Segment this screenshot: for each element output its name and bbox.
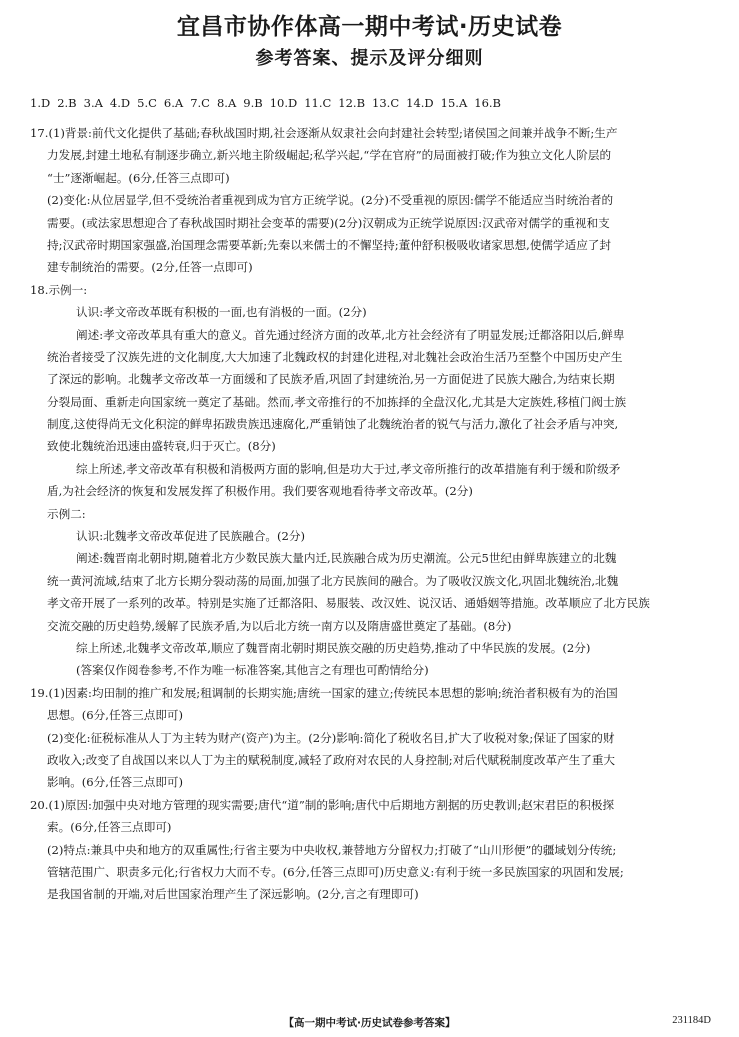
answer-line: 盾,为社会经济的恢复和发展发挥了积极作用。我们要客观地看待孝文帝改革。(2分) [47,484,473,499]
choice-answer: 14.D [406,96,434,110]
answer-line: 19.(1)因素:均田制的推广和发展;租调制的长期实施;唐统一国家的建立;传统民本思想的影响;统治者积极有为的治国 [30,685,618,700]
choice-answer: 7.C [190,96,210,110]
answer-line: 20.(1)原因:加强中央对地方管理的现实需要;唐代“道”制的影响;唐代中后期地方割据的历史教训;赵宋君臣的积极探 [30,797,615,812]
answer-line: 综上所述,孝文帝改革有积极和消极两方面的影响,但是功大于过,孝文帝所推行的改革措施有利于缓和阶级矛 [76,461,621,476]
answer-line: 制度,这使得尚无文化积淀的鲜卑拓跋贵族迅速腐化,严重销蚀了北魏统治者的锐气与活力,激化了社会矛盾与冲突, [47,417,619,432]
choice-answer: 16.B [474,96,501,110]
answer-line: 阐述:魏晋南北朝时期,随着北方少数民族大量内迁,民族融合成为历史潮流。公元5世纪由鲜卑族建立的北魏 [76,551,617,566]
choice-answer: 10.D [269,96,298,110]
answer-line: “士”逐渐崛起。(6分,任答三点即可) [47,170,230,185]
answer-body [30,122,716,906]
choice-answer: 9.B [243,96,263,110]
answer-line: 是我国省制的开端,对后世国家治理产生了深远影响。(2分,言之有理即可) [47,887,419,902]
answer-line: 综上所述,北魏孝文帝改革,顺应了魏晋南北朝时期民族交融的历史趋势,推动了中华民族的发展。(2分) [76,640,591,655]
choice-answer: 1.D [30,96,51,110]
answer-line: 认识:北魏孝文帝改革促进了民族融合。(2分) [76,529,306,544]
answer-line: 示例二: [47,506,86,521]
document-code: 231184D [672,1015,711,1026]
choice-answer: 3.A [83,96,103,110]
answer-line: 统一黄河流域,结束了北方长期分裂动荡的局面,加强了北方民族间的融合。为了吸收汉族文化,巩固北魏统治,北魏 [47,573,619,588]
answer-line: 管辖范围广、职责多元化;行省权力大而不专。(6分,任答三点即可)历史意义:有利于统一多民族国家的巩固和发展; [47,864,624,879]
answer-line: 力发展,封建土地私有制逐步确立,新兴地主阶级崛起;私学兴起,“学在官府”的局面被打破;作为独立文化人阶层的 [47,148,612,163]
answer-line: 思想。(6分,任答三点即可) [47,708,184,723]
choice-answer: 15.A [440,96,468,110]
answer-line: (2)特点:兼具中央和地方的双重属性;行省主要为中央收权,兼替地方分留权力;打破了“山川形便”的疆域划分传统; [47,842,617,857]
choice-answer: 8.A [216,96,237,110]
answer-line: 交流交融的历史趋势,缓解了民族矛盾,为以后北方统一南方以及隋唐盛世奠定了基础。(8分) [47,618,512,633]
answer-line: 建专制统治的需要。(2分,任答一点即可) [47,260,253,275]
answer-line: 持;汉武帝时期国家强盛,治国理念需要革新;先秦以来儒士的不懈坚持;董仲舒积极吸收诸家思想,使儒学适应了封 [47,237,611,252]
answer-line: 致使北魏统治迅速由盛转衰,归于灭亡。(8分) [47,439,276,454]
answer-line: 孝文帝开展了一系列的改革。特别是实施了迁都洛阳、易服装、改汉姓、说汉话、通婚姻等措施。改革顺应了北方民族 [47,596,650,611]
choice-answer: 11.C [304,96,332,110]
answer-line: 17.(1)背景:前代文化提供了基础;春秋战国时期,社会逐渐从奴隶社会向封建社会转型;诸侯国之间兼并战争不断;生产 [30,126,618,140]
answer-line: (2)变化:征税标准从人丁为主转为财产(资产)为主。(2分)影响:简化了税收名目,扩大了收税对象;保证了国家的财 [47,730,615,745]
page-subtitle: 参考答案、提示及评分细则 [255,48,484,69]
answer-line: (2)变化:从位居显学,但不受统治者重视到成为官方正统学说。(2分)不受重视的原因:儒学不能适应当时统治者的 [47,193,614,208]
answer-line: 18.示例一: [30,282,88,297]
answer-line: 分裂局面、重新走向国家统一奠定了基础。然而,孝文帝推行的不加拣择的全盘汉化,尤其是大定族姓,移植门阀士族 [47,394,627,409]
choice-answer: 4.D [109,96,131,110]
answer-line: 了深远的影响。北魏孝文帝改革一方面缓和了民族矛盾,巩固了封建统治,另一方面促进了民族大融合,为结束长期 [47,372,615,387]
answer-line: 阐述:孝文帝改革具有重大的意义。首先通过经济方面的改革,北方社会经济有了明显发展;迁都洛阳以后,鲜卑 [76,327,625,342]
answer-line: 统治者接受了汉族先进的文化制度,大大加速了北魏政权的封建化进程,对北魏社会政治生活乃至整个中国历史产生 [47,349,623,364]
answer-line: 索。(6分,任答三点即可) [47,820,172,835]
choice-answer: 12.B [338,96,366,110]
answer-line: 认识:孝文帝改革既有积极的一面,也有消极的一面。(2分) [76,305,367,320]
answer-line: 政收入;改变了自战国以来以人丁为主的赋税制度,减轻了政府对农民的人身控制;对后代赋税制度改革产生了重大 [47,752,616,767]
answer-line: 影响。(6分,任答三点即可) [47,775,184,790]
answer-line: (答案仅作阅卷参考,不作为唯一标准答案,其他言之有理也可酌情给分) [76,663,429,678]
choice-answers [30,96,508,110]
choice-answer: 6.A [163,96,184,110]
choice-answer: 13.C [372,96,400,110]
page-title: 宜昌市协作体高一期中考试·历史试卷 [176,14,563,40]
answer-line: 需要。(或法家思想迎合了春秋战国时期社会变革的需要)(2分)汉朝成为正统学说原因:汉武帝对儒学的重视和支 [47,215,610,230]
choice-answer: 5.C [137,96,157,110]
page-footer: 【高一期中考试·历史试卷参考答案】 [283,1017,456,1029]
choice-answer: 2.B [57,96,77,110]
